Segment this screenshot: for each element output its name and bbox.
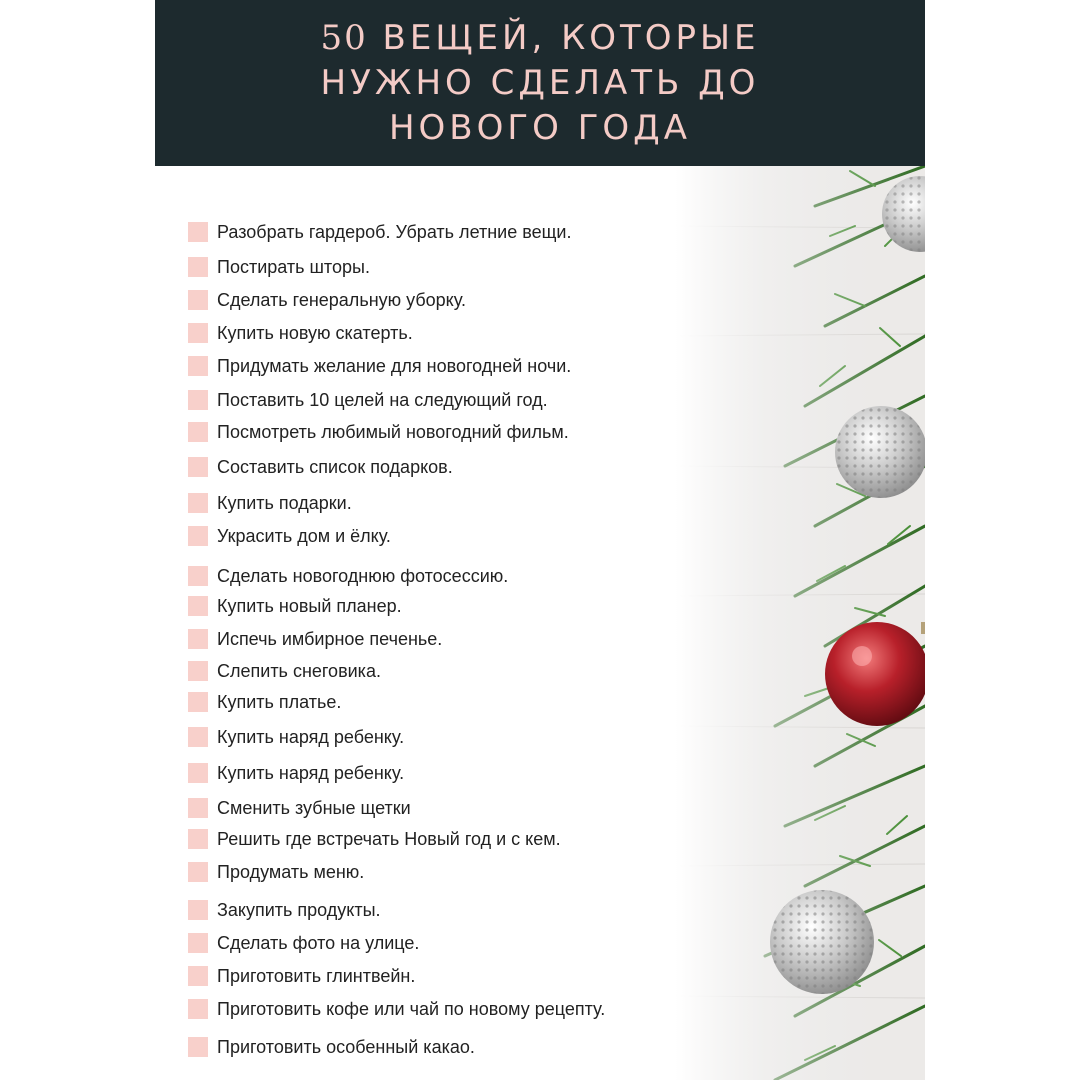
checkbox[interactable]	[188, 457, 208, 477]
list-item[interactable]	[188, 255, 370, 279]
silver-ornament-icon	[770, 890, 874, 994]
checkbox[interactable]	[188, 290, 208, 310]
todo-list	[155, 166, 715, 1080]
checkbox[interactable]	[188, 661, 208, 681]
item-label: Сделать новогоднюю фотосессию.	[217, 565, 509, 586]
item-label: Посмотреть любимый новогодний фильм.	[217, 421, 569, 442]
item-label: Составить список подарков.	[217, 456, 453, 477]
checkbox[interactable]	[188, 356, 208, 376]
checkbox[interactable]	[188, 1037, 208, 1057]
item-label: Поставить 10 целей на следующий год.	[217, 389, 548, 410]
item-label: Купить новую скатерть.	[217, 322, 413, 343]
title-number: 50	[320, 17, 368, 58]
item-label: Сменить зубные щетки	[217, 797, 411, 818]
item-label: Слепить снеговика.	[217, 660, 381, 681]
list-item[interactable]	[188, 594, 402, 618]
list-item[interactable]	[188, 564, 508, 588]
page-title-line-2: НУЖНО СДЕЛАТЬ ДО	[320, 62, 760, 103]
item-label: Купить наряд ребенку.	[217, 762, 405, 783]
item-label: Украсить дом и ёлку.	[217, 525, 391, 546]
checkbox[interactable]	[188, 422, 208, 442]
page-title-line-3: НОВОГО ГОДА	[388, 107, 692, 148]
checkbox[interactable]	[188, 862, 208, 882]
list-item[interactable]	[188, 354, 571, 378]
checkbox[interactable]	[188, 629, 208, 649]
checkbox[interactable]	[188, 222, 208, 242]
checkbox[interactable]	[188, 933, 208, 953]
item-label: Купить платье.	[217, 691, 342, 712]
item-label: Купить новый планер.	[217, 595, 402, 616]
item-label: Сделать фото на улице.	[217, 932, 420, 953]
list-item[interactable]	[188, 860, 364, 884]
checkbox[interactable]	[188, 526, 208, 546]
item-label: Приготовить особенный какао.	[217, 1036, 475, 1057]
checkbox[interactable]	[188, 596, 208, 616]
list-item[interactable]	[188, 420, 569, 444]
item-label: Купить подарки.	[217, 492, 352, 513]
title-line-1-text: ВЕЩЕЙ, КОТОРЫЕ	[367, 17, 760, 58]
list-item[interactable]	[188, 627, 442, 651]
list-item[interactable]	[188, 455, 453, 479]
checkbox[interactable]	[188, 323, 208, 343]
list-item[interactable]	[188, 761, 404, 785]
title-banner	[155, 0, 925, 166]
list-item[interactable]	[188, 524, 391, 548]
item-label: Купить наряд ребенку.	[217, 726, 405, 747]
checkbox[interactable]	[188, 763, 208, 783]
list-item[interactable]	[188, 288, 466, 312]
list-item[interactable]	[188, 725, 404, 749]
list-item[interactable]	[188, 1035, 475, 1059]
checkbox[interactable]	[188, 390, 208, 410]
page-title-line-1	[320, 16, 759, 61]
item-label: Решить где встречать Новый год и с кем.	[217, 828, 561, 849]
checkbox[interactable]	[188, 727, 208, 747]
list-item[interactable]	[188, 220, 571, 244]
checkbox[interactable]	[188, 999, 208, 1019]
checkbox[interactable]	[188, 900, 208, 920]
item-label: Разобрать гардероб. Убрать летние вещи.	[217, 221, 572, 242]
list-item[interactable]	[188, 690, 341, 714]
list-item[interactable]	[188, 321, 413, 345]
silver-ornament-icon	[835, 406, 925, 498]
list-item[interactable]	[188, 997, 605, 1021]
list-item[interactable]	[188, 659, 381, 683]
item-label: Сделать генеральную уборку.	[217, 289, 466, 310]
list-item[interactable]	[188, 796, 411, 820]
checkbox[interactable]	[188, 966, 208, 986]
checkbox[interactable]	[188, 257, 208, 277]
list-item[interactable]	[188, 931, 419, 955]
item-label: Придумать желание для новогодней ночи.	[217, 355, 572, 376]
item-label: Приготовить кофе или чай по новому рецепту.	[217, 998, 606, 1019]
checkbox[interactable]	[188, 829, 208, 849]
list-item[interactable]	[188, 827, 561, 851]
list-item[interactable]	[188, 898, 381, 922]
list-item[interactable]	[188, 491, 352, 515]
item-label: Приготовить глинтвейн.	[217, 965, 416, 986]
list-item[interactable]	[188, 964, 415, 988]
item-label: Испечь имбирное печенье.	[217, 628, 443, 649]
item-label: Продумать меню.	[217, 861, 365, 882]
checkbox[interactable]	[188, 493, 208, 513]
item-label: Закупить продукты.	[217, 899, 381, 920]
checklist-page	[155, 0, 925, 1080]
checkbox[interactable]	[188, 692, 208, 712]
item-label: Постирать шторы.	[217, 256, 370, 277]
list-item[interactable]	[188, 388, 548, 412]
red-ornament-icon	[825, 622, 925, 726]
checkbox[interactable]	[188, 798, 208, 818]
checkbox[interactable]	[188, 566, 208, 586]
